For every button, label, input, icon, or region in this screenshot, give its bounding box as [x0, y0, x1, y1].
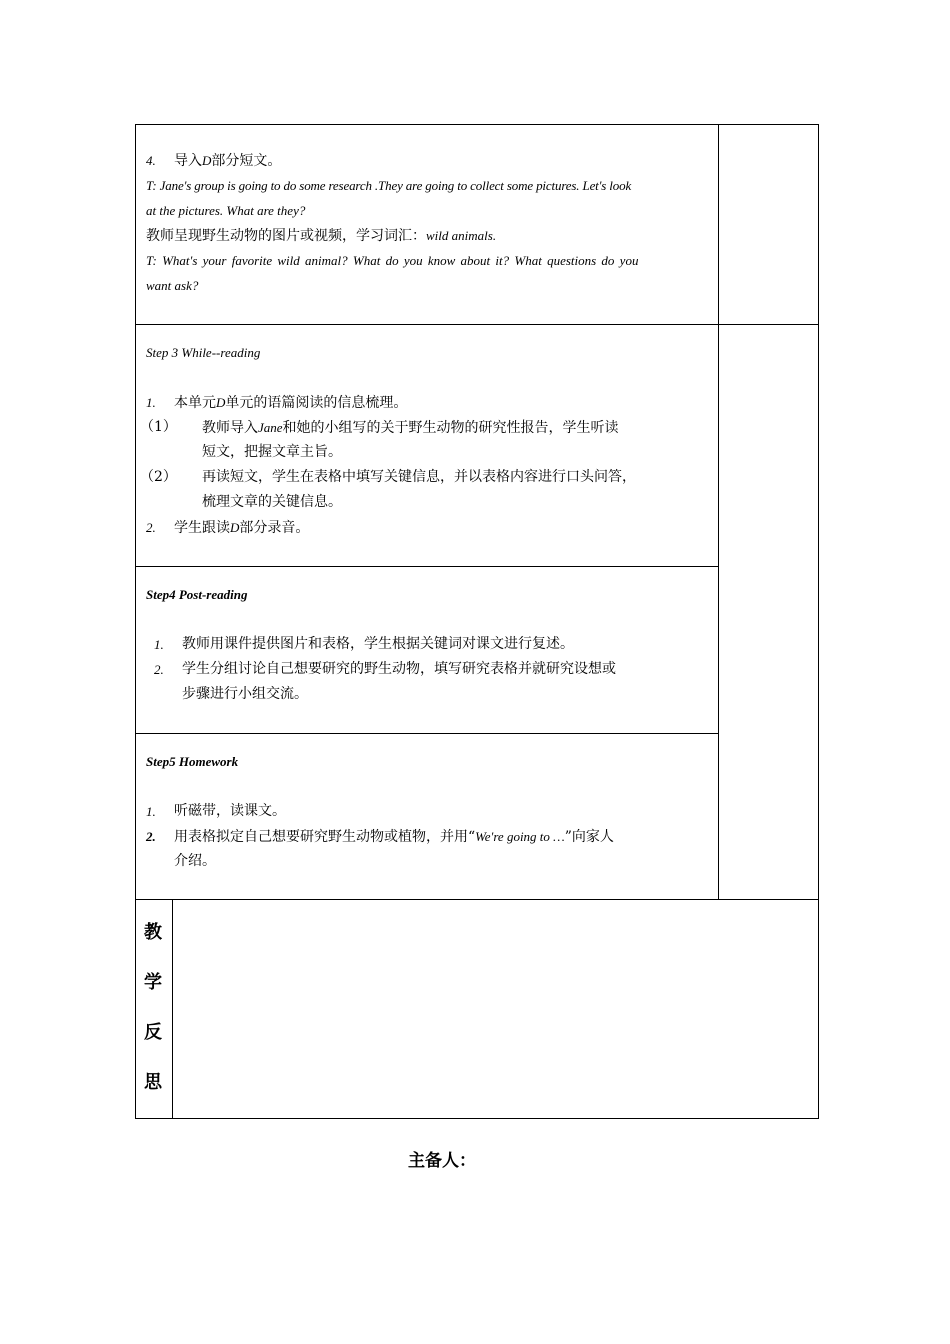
reflection-char-2: 学	[144, 972, 162, 993]
step3-sub2-line1: 再读短文，学生在表格中填写关键信息，并以表格内容进行口头问答，	[202, 469, 636, 485]
step4-title: Step4 Post-reading	[146, 587, 248, 602]
row-divider-2	[135, 566, 719, 567]
step3-item1: 本单元D单元的语篇阅读的信息梳理。	[174, 395, 408, 411]
step4-item2-number: 2.	[154, 662, 164, 677]
present-vocabulary: 教师呈现野生动物的图片或视频，学习词汇：wild animals.	[146, 228, 497, 244]
reflection-char-1: 教	[144, 922, 162, 943]
step4-item1: 教师用课件提供图片和表格，学生根据关键词对课文进行复述。	[182, 636, 574, 652]
step5-item1: 听磁带，读课文。	[174, 803, 286, 819]
step3-sub1-continued: 短文，把握文章主旨。	[202, 444, 342, 460]
step3-sub1: 教师导入Jane和她的小组写的关于野生动物的研究性报告，学生听读	[202, 420, 619, 436]
step3-sub2-number: （2）	[140, 469, 177, 485]
question-line-2: want ask?	[146, 278, 199, 293]
step5-title: Step5 Homework	[146, 754, 239, 769]
step5-item2-line2: 介绍。	[174, 853, 216, 869]
step4-item1-number: 1.	[154, 637, 164, 652]
step5-item2-number: 2.	[146, 829, 156, 844]
intro-heading: 导入D部分短文。	[174, 153, 282, 169]
step4-item2-line1: 学生分组讨论自己想要研究的野生动物，填写研究表格并就研究设想或	[182, 661, 616, 677]
right-column-divider	[718, 124, 719, 900]
intro-number: 4.	[146, 153, 156, 168]
step3-item2-number: 2.	[146, 520, 156, 535]
step5-item1-number: 1.	[146, 804, 156, 819]
reflection-char-4: 思	[144, 1072, 162, 1093]
teacher-line-2: at the pictures. What are they?	[146, 203, 306, 218]
reflection-char-3: 反	[144, 1022, 162, 1043]
preparer-label: 主备人：	[408, 1151, 476, 1171]
step3-item1-number: 1.	[146, 395, 156, 410]
step5-item2: 用表格拟定自己想要研究野生动物或植物，并用“We're going to …”向家人	[174, 829, 614, 845]
step3-item2: 学生跟读D部分录音。	[174, 520, 310, 536]
step4-item2-line2: 步骤进行小组交流。	[182, 686, 308, 702]
step3-sub2-line2: 梳理文章的关键信息。	[202, 494, 342, 510]
row-divider-3	[135, 733, 719, 734]
teacher-line-1: T: Jane's group is going to do some research .They are going to collect some pictures. Let's look	[146, 178, 632, 193]
step3-title: Step 3 While--reading	[146, 345, 261, 360]
row-divider-1	[135, 324, 819, 325]
question-line-1: T: What's your favorite wild animal? What do you know about it? What questions do you	[146, 253, 639, 268]
step3-sub1-number: （1）	[140, 419, 177, 435]
reflection-content-area[interactable]	[173, 900, 818, 1118]
